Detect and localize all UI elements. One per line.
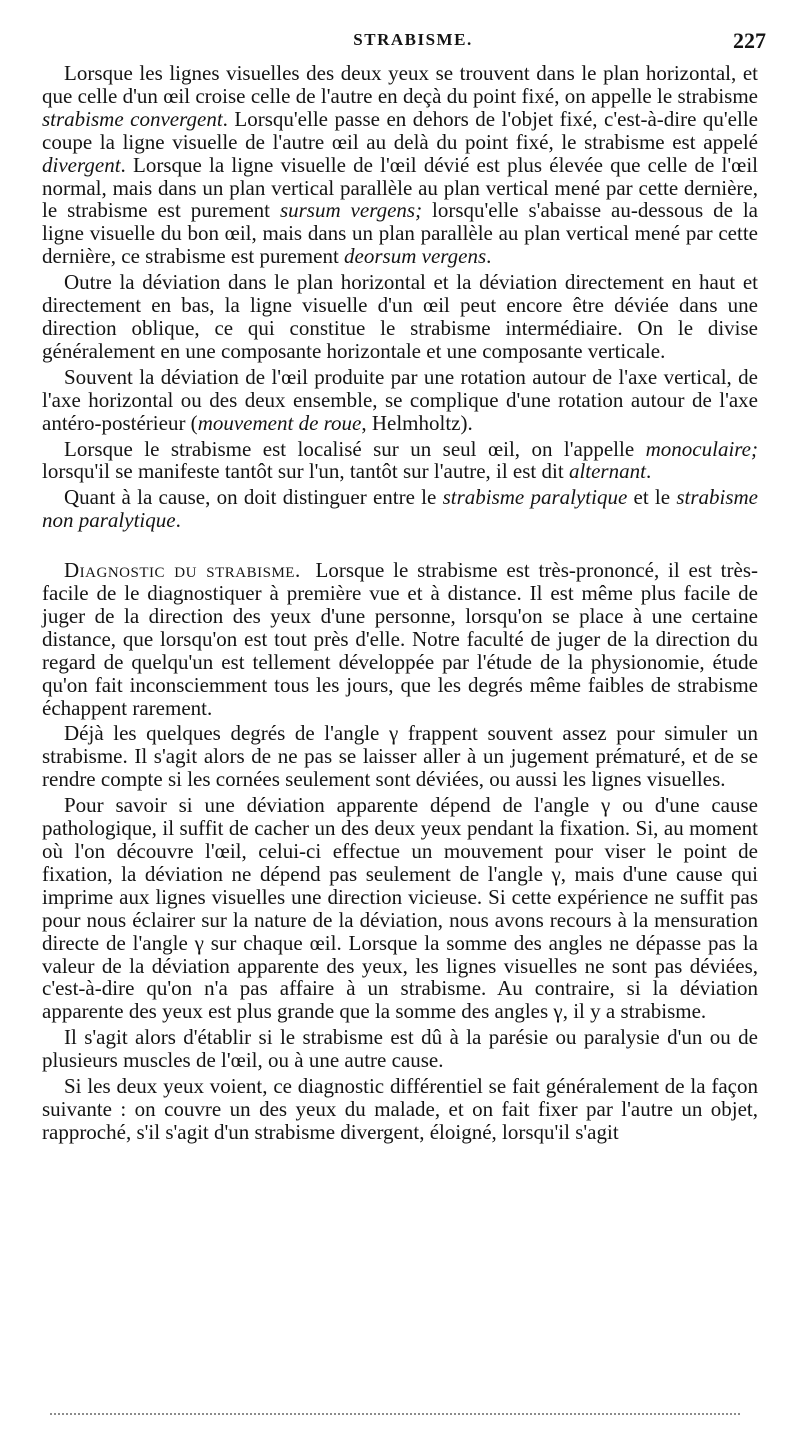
italic-term: mouvement de roue xyxy=(197,410,362,435)
italic-term: sursum vergens; xyxy=(279,198,423,223)
text-run: lorsqu'il se manifeste tantôt sur l'un, tantôt sur l'autre, il est dit xyxy=(42,459,569,484)
italic-term: strabisme paralytique xyxy=(442,485,628,510)
page-number: 227 xyxy=(733,28,766,53)
paragraph xyxy=(42,1075,758,1144)
paragraph xyxy=(42,794,758,1023)
text-run: . xyxy=(175,508,181,533)
paragraph xyxy=(42,722,758,791)
text-run: . xyxy=(486,244,492,269)
text-run: Lorsque les lignes visuelles des deux yeux se trouvent dans le plan horizontal, et que celle d'un œil croise celle de l'autre en deçà du point fixé, on appelle le strabisme xyxy=(42,61,758,108)
text-run: Souvent la déviation de l'œil produite par une rotation autour de l'axe vertical, de l'axe horizontal ou des deux ensemble, se complique d'une rotation autour de l'axe antéro-postérieur ( xyxy=(42,364,758,435)
text-run: Lorsque le strabisme est localisé sur un seul œil, on l'appelle xyxy=(64,436,646,461)
text-run: et le xyxy=(627,485,677,510)
footer-rule xyxy=(50,1413,740,1415)
text-run: . Lorsque la ligne visuelle de l'œil dévié est plus élevée que celle de l'œil normal, mais dans un plan vertical parallèle au plan vertical mené par cette dernière, le strabisme est purement xyxy=(42,152,758,223)
italic-term: strabisme convergent xyxy=(42,106,223,131)
text-run: Pour savoir si une déviation apparente dépend de l'angle γ ou d'une cause pathologique, il suffit de cacher un des deux yeux pendant la fixation. Si, au moment où l'on découvre l'œil, celui-ci effectue un mouvement pour viser le point de fixation, la déviation ne dépend pas seulement de l'angle γ, mais d'une cause qui imprime aux lignes visuelles une direction vicieuse. Si cette expérience ne suffit pas pour nous éclairer sur la nature de la déviation, nous avons recours à la mensuration directe de l'angle γ sur chaque œil. Lorsque la somme des angles ne dépasse pas la valeur de la déviation apparente des yeux, les lignes visuelles ne sont pas déviées, c'est-à-dire qu'on n'a pas affaire à un strabisme. Au contraire, si la déviation apparente des yeux est plus grande que la somme des angles γ, il y a strabisme. xyxy=(42,793,758,1024)
text-run: Il s'agit alors d'établir si le strabisme est dû à la parésie ou paralysie d'un ou de plusieurs muscles de l'œil, ou à une autre cause. xyxy=(42,1025,758,1073)
body-text xyxy=(42,62,758,1144)
text-run: lorsqu'elle s'abaisse au-dessous de la ligne visuelle du bon œil, mais dans un plan parallèle au plan vertical mené par cette dernière, ce strabisme est purement xyxy=(42,198,758,269)
text-run: . xyxy=(645,459,652,484)
paragraph xyxy=(42,1026,758,1072)
text-run: . Lorsqu'elle passe en dehors de l'objet fixé, c'est-à-dire qu'elle coupe la ligne visuelle de l'autre œil au delà du point fixé, le strabisme est appelé xyxy=(42,106,758,154)
section-heading: Diagnostic du strabisme. xyxy=(64,558,301,583)
text-run: Lorsque le strabisme est très-prononcé, il est très-facile de le diagnostiquer à première vue et à distance. Il est même plus facile de juger de la direction des yeux d'une personne, lorsqu'on se place à une certaine distance, que lorsqu'on est tout près d'elle. Notre faculté de juger de la direction du regard de quelqu'un est tellement développée par l'étude de la physionomie, étude qu'on fait inconsciemment tous les jours, que les degrés même faibles de strabisme échappent rarement. xyxy=(42,558,758,720)
paragraph xyxy=(42,486,758,532)
text-run: Déjà les quelques degrés de l'angle γ frappent souvent assez pour simuler un strabisme. Il s'agit alors de ne pas se laisser aller à un jugement prématuré, et de se rendre compte si les cornées seulement sont déviées, ou aussi les lignes visuelles. xyxy=(42,721,758,792)
italic-term: alternant xyxy=(568,459,646,484)
italic-term: monoculaire; xyxy=(645,436,758,461)
page-header xyxy=(60,26,766,56)
italic-term: strabisme non paralytique xyxy=(42,485,759,533)
running-title: STRABISME. xyxy=(353,30,473,49)
paragraph xyxy=(42,366,758,435)
italic-term: deorsum vergens xyxy=(344,244,487,269)
text-run: Si les deux yeux voient, ce diagnostic différentiel se fait généralement de la façon suivante : on couvre un des yeux du malade, et on fait fixer par l'autre un objet, rapproché, s'il s'agit d'un strabisme divergent, éloigné, lorsqu'il s'agit xyxy=(42,1074,758,1144)
text-run: , Helmholtz). xyxy=(361,410,473,435)
text-run: Quant à la cause, on doit distinguer entre le xyxy=(64,485,443,510)
italic-term: divergent xyxy=(42,152,121,177)
paragraph xyxy=(42,438,758,484)
paragraph xyxy=(42,62,758,268)
paragraph xyxy=(42,271,758,363)
text-run: Outre la déviation dans le plan horizontal et la déviation directement en haut et directement en bas, la ligne visuelle d'un œil peut encore être déviée dans une direction oblique, ce qui constitue le strabisme intermédiaire. On le divise généralement en une composante horizontale et une composante verticale. xyxy=(42,270,758,363)
section-paragraph xyxy=(42,559,758,719)
